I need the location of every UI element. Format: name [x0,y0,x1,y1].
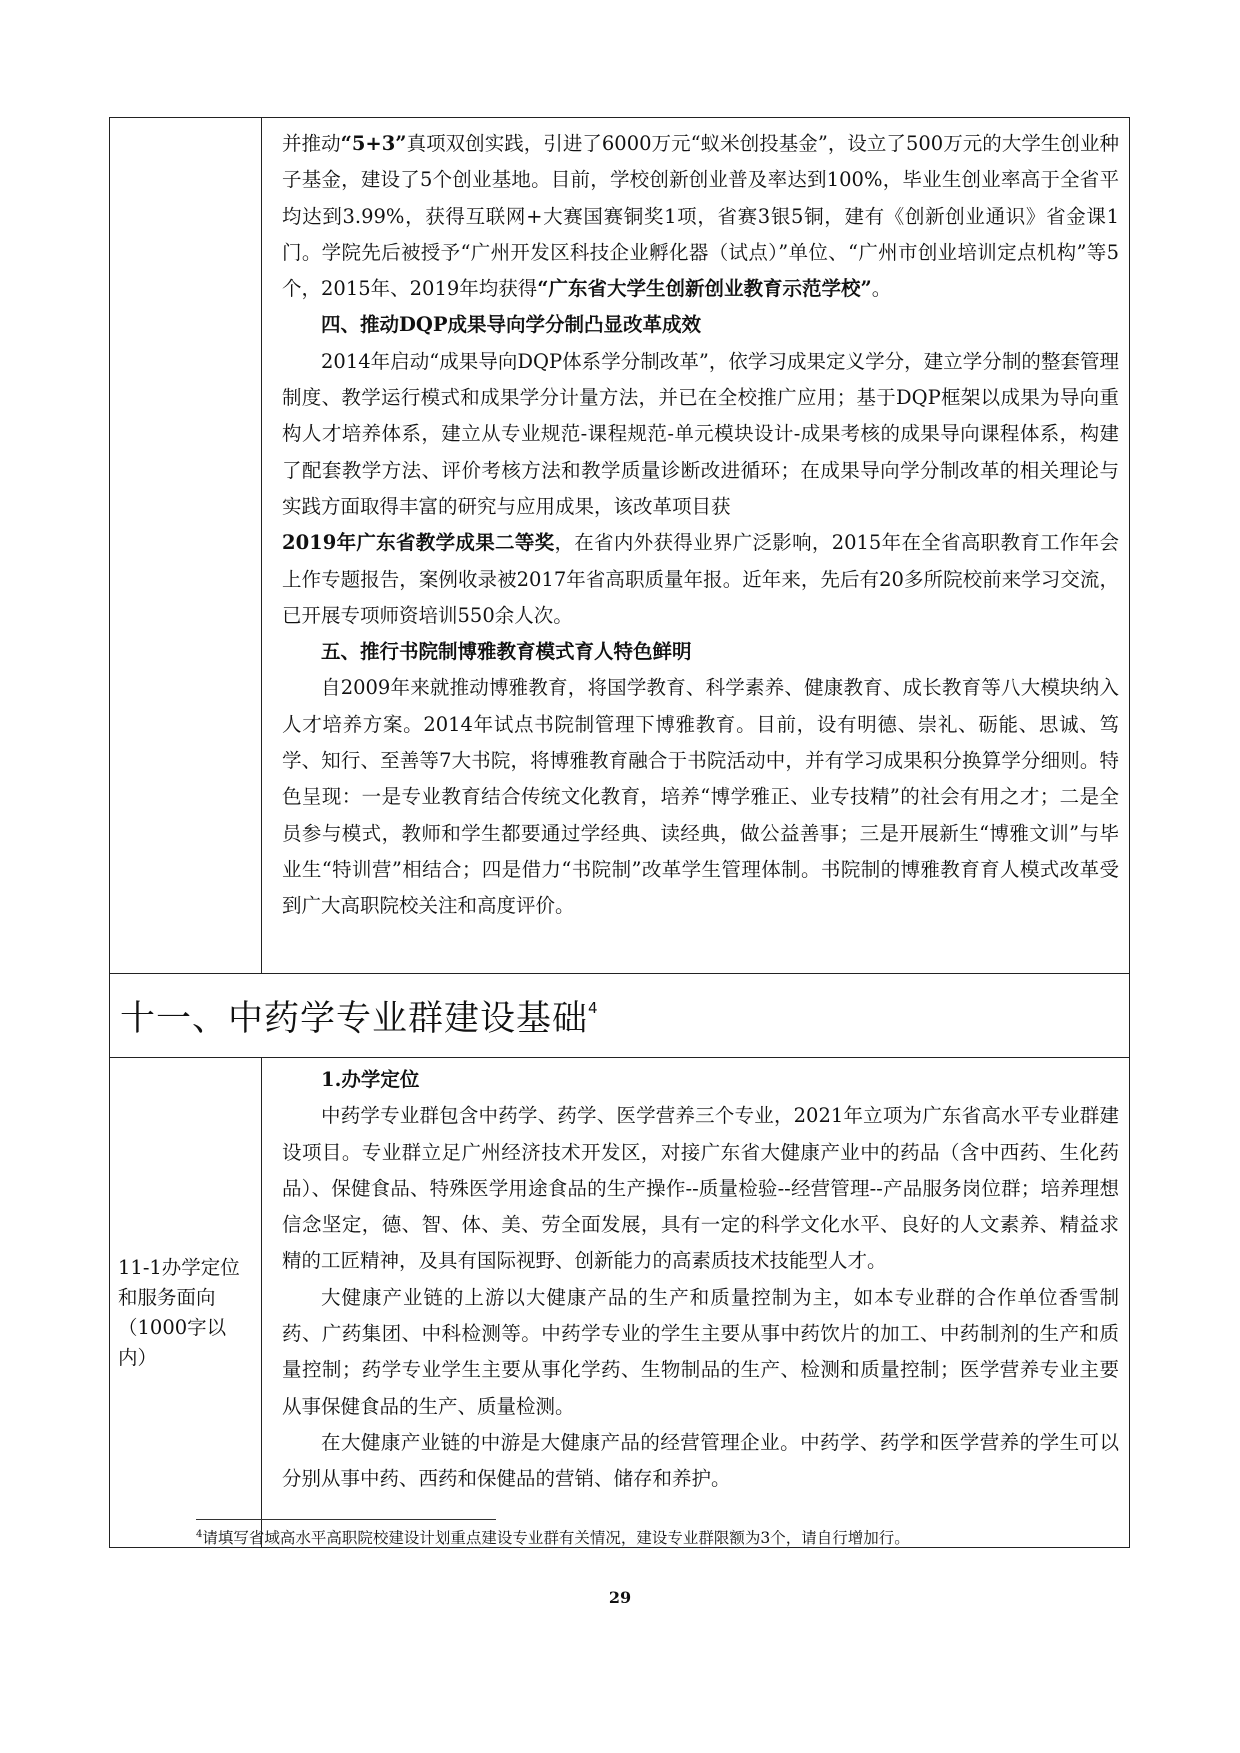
document-table [109,117,1130,1548]
content-cell [262,1058,1129,1547]
section-title-row [110,973,1129,1057]
subheading: 1.办学定位 [321,1068,420,1091]
footnote-marker: 4 [588,998,599,1017]
row-label: 11-1办学定位和服务面向（1000字以内） [118,1255,240,1369]
label-cell-empty [110,118,262,973]
paragraph: 大健康产业链的上游以大健康产品的生产和质量控制为主，如本专业群的合作单位香雪制药、广药集团、中科检测等。中药学专业的学生主要从事中药饮片的加工、中药制剂的生产和质量控制；药学专业学生主要从事化学药、生物制品的生产、检测和质量控制；医学营养专业主要从事保健食品的生产、质量检测。 [282,1285,1119,1418]
table-row [110,1057,1129,1547]
page-number: 29 [608,1588,632,1607]
paragraph: 2014年启动“成果导向DQP体系学分制改革”，依学习成果定义学分，建立学分制的整套管理制度、教学运行模式和成果学分计量方法，并已在全校推广应用；基于DQP框架以成果为导向重构人才培养体系，建立从专业规范-课程规范-单元模块设计-成果考核的成果导向课程体系，构建了配套教学方法、评价考核方法和教学质量诊断改进循环；在成果导向学分制改革的相关理论与实践方面取得丰富的研究与应用成果，该改革项目获 2019年广东省教学成果二等奖，在省内外获得业界广泛影响，2015年在全省高职教育工作年会上作专题报告，案例收录被2017年省高职质量年报。近年来，先后有20多所院校前来学习交流，已开展专项师资培训550余人次。 [282,349,1119,627]
paragraph: 在大健康产业链的中游是大健康产品的经营管理企业。中药学、药学和医学营养的学生可以分别从事中药、西药和保健品的营销、储存和养护。 [282,1430,1119,1491]
label-cell [110,1058,262,1547]
footnote: $^4$请填写省域高水平高职院校建设计划重点建设专业群有关情况，建设专业群限额为3个，请自行增加行。 [196,1529,910,1548]
section-title: 十一、中药学专业群建设基础$^4$ [120,998,599,1039]
table-row [110,118,1129,973]
subheading-five: 五、推行书院制博雅教育模式育人特色鲜明 [321,640,692,664]
paragraph: 并推动“5+3”真项双创实践，引进了6000万元“蚁米创投基金”，设立了500万元的大学生创业种子基金，建设了5个创业基地。目前，学校创新创业普及率达到100%，毕业生创业率高于全省平均达到3.99%，获得互联网+大赛国赛铜奖1项，省赛3银5铜，建有《创新创业通识》省金课1门。学院先后被授予“广州开发区科技企业孵化器（试点）”单位、“广州市创业培训定点机构”等5个，2015年、2019年均获得“广东省大学生创新创业教育示范学校”。 [282,132,1119,301]
subheading-four: 四、推动DQP成果导向学分制凸显改革成效 [321,313,702,337]
content-cell [262,118,1129,973]
paragraph: 中药学专业群包含中药学、药学、医学营养三个专业，2021年立项为广东省高水平专业群建设项目。专业群立足广州经济技术开发区，对接广东省大健康产业中的药品（含中西药、生化药品）、保健食品、特殊医学用途食品的生产操作--质量检验--经营管理--产品服务岗位群；培养理想信念坚定，德、智、体、美、劳全面发展，具有一定的科学文化水平、良好的人文素养、精益求精的工匠精神，及具有国际视野、创新能力的高素质技术技能型人才。 [282,1104,1119,1273]
paragraph: 自2009年来就推动博雅教育，将国学教育、科学素养、健康教育、成长教育等八大模块纳入人才培养方案。2014年试点书院制管理下博雅教育。目前，设有明德、崇礼、砺能、思诚、笃学、知行、至善等7大书院，将博雅教育融合于书院活动中，并有学习成果积分换算学分细则。特色呈现：一是专业教育结合传统文化教育，培养“博学雅正、业专技精”的社会有用之才；二是全员参与模式，教师和学生都要通过学经典、读经典，做公益善事；三是开展新生“博雅文训”与毕业生“特训营”相结合；四是借力“书院制”改革学生管理体制。书院制的博雅教育育人模式改革受到广大高职院校关注和高度评价。 [282,676,1119,918]
footnote-divider [196,1519,496,1520]
